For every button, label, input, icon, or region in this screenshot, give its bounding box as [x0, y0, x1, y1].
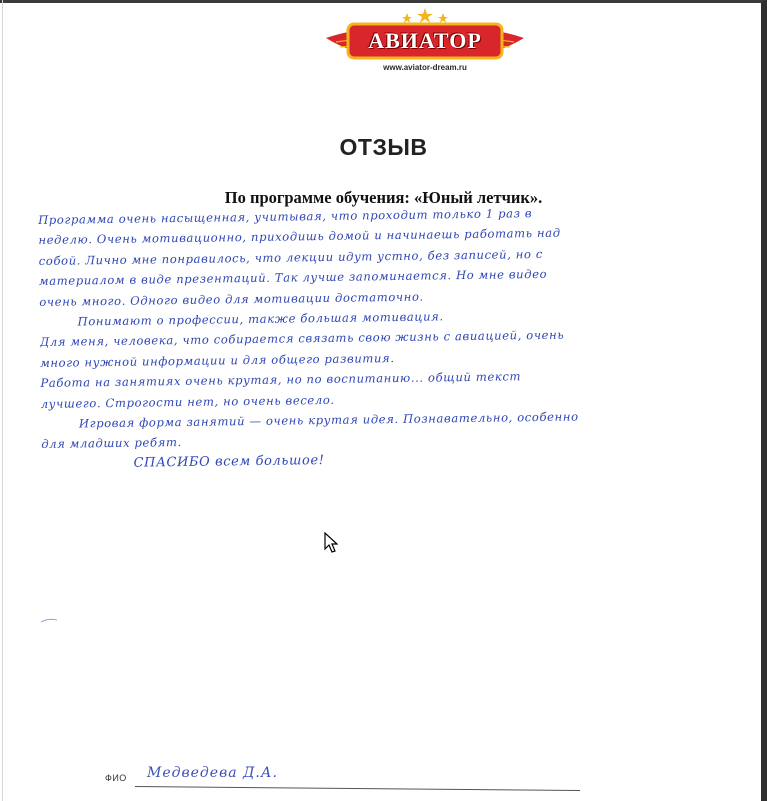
- page-edge: [2, 0, 3, 801]
- review-thanks-line: СПАСИБО всем большое!: [133, 452, 325, 471]
- review-line: лучшего. Строгости нет, но очень весело.: [40, 392, 335, 411]
- review-line: Понимают о профессии, также большая мотивация.: [77, 309, 444, 329]
- logo-text: АВИАТОР: [368, 28, 482, 53]
- review-line: материалом в виде презентаций. Так лучше запоминается. Но мне видео: [38, 267, 548, 289]
- review-line: много нужной информации и для общего развития.: [40, 350, 395, 370]
- review-line: Игровая форма занятий — очень крутая идея. Познавательно, особенно: [78, 409, 579, 431]
- signature-value: Медведева Д.А.: [147, 765, 278, 781]
- signature-row: [105, 765, 575, 789]
- aviator-logo: [322, 8, 528, 84]
- document-title: ОТЗЫВ: [339, 134, 428, 160]
- review-line: неделю. Очень мотивационно, приходишь домой и начинаешь работать над: [38, 226, 561, 248]
- document-subtitle: По программе обучения: «Юный летчик».: [224, 188, 543, 207]
- review-line: очень много. Одного видео для мотивации достаточно.: [39, 289, 424, 309]
- ink-mark-icon: [40, 618, 58, 623]
- review-line: Для меня, человека, что собирается связать свою жизнь с авиацией, очень: [39, 328, 565, 350]
- mouse-pointer-icon: [324, 532, 338, 554]
- handwritten-review: [38, 200, 757, 475]
- signature-label: ФИО: [105, 773, 127, 783]
- logo-url: www.aviator-dream.ru: [383, 63, 467, 72]
- review-line: собой. Лично мне понравилось, что лекции идут устно, без записей, но с: [38, 246, 544, 268]
- review-line: Работа на занятиях очень крутая, но по воспитанию... общий текст: [40, 369, 522, 391]
- review-line: для младших ребят.: [41, 435, 182, 452]
- review-line: Программа очень насыщенная, учитывая, что проходит только 1 раз в: [38, 206, 533, 227]
